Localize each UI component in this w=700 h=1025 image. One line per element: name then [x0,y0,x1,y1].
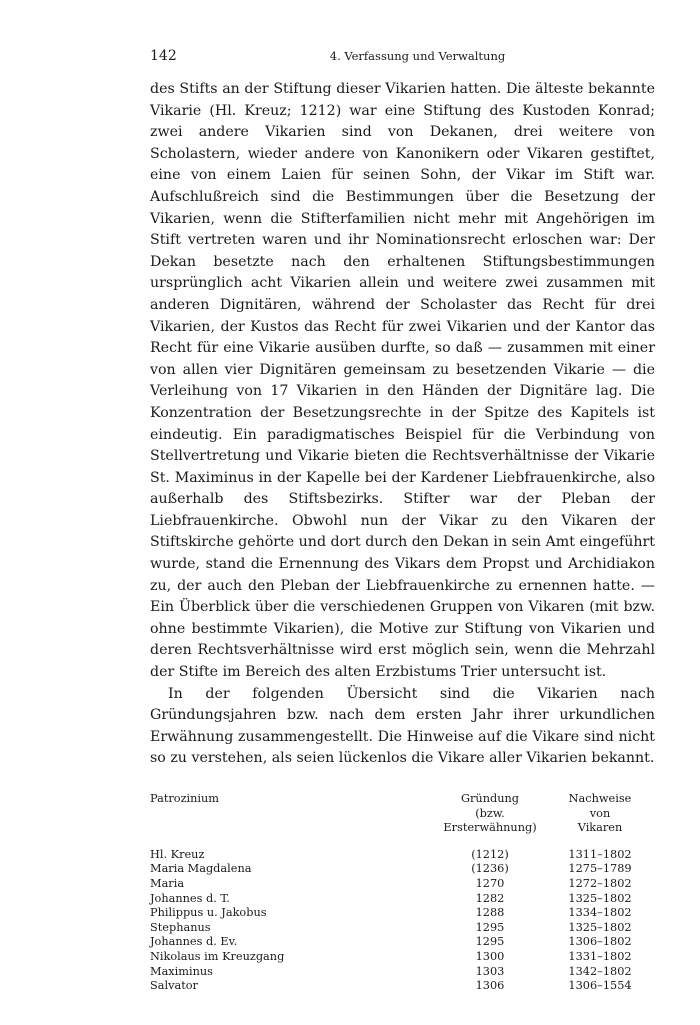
table-row [150,906,655,921]
table-row [150,935,655,950]
page-number: 142 [150,48,177,64]
cell-gruendung: 1282 [475,891,505,905]
column-header-patrozinium: Patrozinium [150,792,220,805]
cell-nachweise: 1342–1802 [568,964,632,978]
cell-nachweise: 1306–1802 [568,935,632,949]
cell-patrozinium: Stephanus [150,920,211,934]
paragraph: In der folgenden Übersicht sind die Vikarien nach Gründungsjahren bzw. nach dem ersten Jahr ihrer urkundlichen Erwähnung zusammengestellt. Die Hinweise auf die Vikare sind nicht so zu verstehen, als seien lückenlos die Vikare aller Vikarien bekannt. [150,685,655,767]
cell-gruendung: 1303 [475,964,505,978]
table-row [150,921,655,936]
cell-patrozinium: Philippus u. Jakobus [150,906,267,920]
cell-gruendung: (1212) [471,847,509,861]
cell-nachweise: 1331–1802 [568,949,632,963]
paragraph: des Stifts an der Stiftung dieser Vikarien hatten. Die älteste bekannte Vikarie (Hl. Kreuz; 1212) war eine Stiftung des Kustoden Konrad; zwei andere Vikarien sind von Dekanen, drei weitere von Scholastern, wieder andere von Kanonikern oder Vikaren gestiftet, eine von einem Laien für seinen Sohn, der Vikar im Stift war. Aufschlußreich sind die Bestimmungen über die Besetzung der Vikarien, wenn die Stifterfamilien nicht mehr mit Angehörigen im Stift vertreten waren und ihr Nominationsrecht erloschen war: Der Dekan besetzte nach den erhaltenen Stiftungsbestimmungen ursprünglich acht Vikarien allein und weitere zwei zusammen mit anderen Dignitären, während der Scholaster das Recht für drei Vikarien, der Kustos das Recht für zwei Vikarien und der Kantor das Recht für eine Vikarie ausüben durfte, so daß — zusammen mit einer von allen vier Dignitären gemeinsam zu besetzenden Vikarie — die Verleihung von 17 Vikarien in den Händen der Dignitäre lag. Die Konzentration der Besetzungsrechte in der Spitze des Kapitels ist eindeutig. Ein paradigmatisches Beispiel für die Verbindung von Stellvertretung und Vikarie bieten die Rechtsverhältnisse der Vikarie St. Maximinus in der Kapelle bei der Kardener Liebfrauenkirche, also außerhalb des Stiftsbezirks. Stifter war der Pleban der Liebfrauenkirche. Obwohl nun der Vikar zu den Vikaren der Stiftskirche gehörte und dort durch den Dekan in sein Amt eingeführt wurde, stand die Ernennung des Vikars dem Propst und Archidiakon zu, der auch den Pleban der Liebfrauenkirche zu ernennen hatte. — Ein Überblick über die verschiedenen Gruppen von Vikaren (mit bzw. ohne bestimmte Vikarien), die Motive zur Stiftung von Vikarien und deren Rechtsverhältnisse wird erst möglich sein, wenn die Mehrzahl der Stifte im Bereich des alten Erzbistums Trier untersucht ist. [150,81,655,681]
book-page [150,48,655,994]
cell-nachweise: 1275–1789 [568,862,632,876]
body-text [150,79,655,770]
cell-gruendung: (1236) [471,862,509,876]
cell-nachweise: 1311–1802 [568,847,632,861]
cell-gruendung: 1288 [475,906,505,920]
cell-nachweise: 1272–1802 [568,876,632,890]
table-row [150,862,655,877]
cell-patrozinium: Maria Magdalena [150,862,252,876]
cell-gruendung: 1295 [475,935,505,949]
table-row [150,848,655,863]
cell-gruendung: 1295 [475,920,505,934]
vikarien-table [150,792,655,994]
table-row [150,892,655,907]
cell-patrozinium: Maria [150,876,185,890]
column-header-nachweise: Nachweise von Vikaren [568,792,632,835]
cell-gruendung: 1270 [475,876,505,890]
cell-patrozinium: Johannes d. T. [150,891,230,905]
table-row [150,979,655,994]
cell-nachweise: 1325–1802 [568,920,632,934]
table-row [150,877,655,892]
page-header [150,48,655,72]
table-body [150,848,655,994]
cell-nachweise: 1325–1802 [568,891,632,905]
cell-patrozinium: Johannes d. Ev. [150,935,238,949]
cell-gruendung: 1306 [475,979,505,993]
cell-nachweise: 1306–1554 [568,979,632,993]
cell-gruendung: 1300 [475,949,505,963]
table-header-row [150,792,655,836]
cell-patrozinium: Nikolaus im Kreuzgang [150,949,285,963]
table-row [150,965,655,980]
table-row [150,950,655,965]
cell-patrozinium: Salvator [150,979,198,993]
cell-nachweise: 1334–1802 [568,906,632,920]
cell-patrozinium: Hl. Kreuz [150,847,205,861]
cell-patrozinium: Maximinus [150,964,213,978]
running-head: 4. Verfassung und Verwaltung [329,49,506,63]
column-header-gruendung: Gründung (bzw. Ersterwähnung) [443,792,537,835]
